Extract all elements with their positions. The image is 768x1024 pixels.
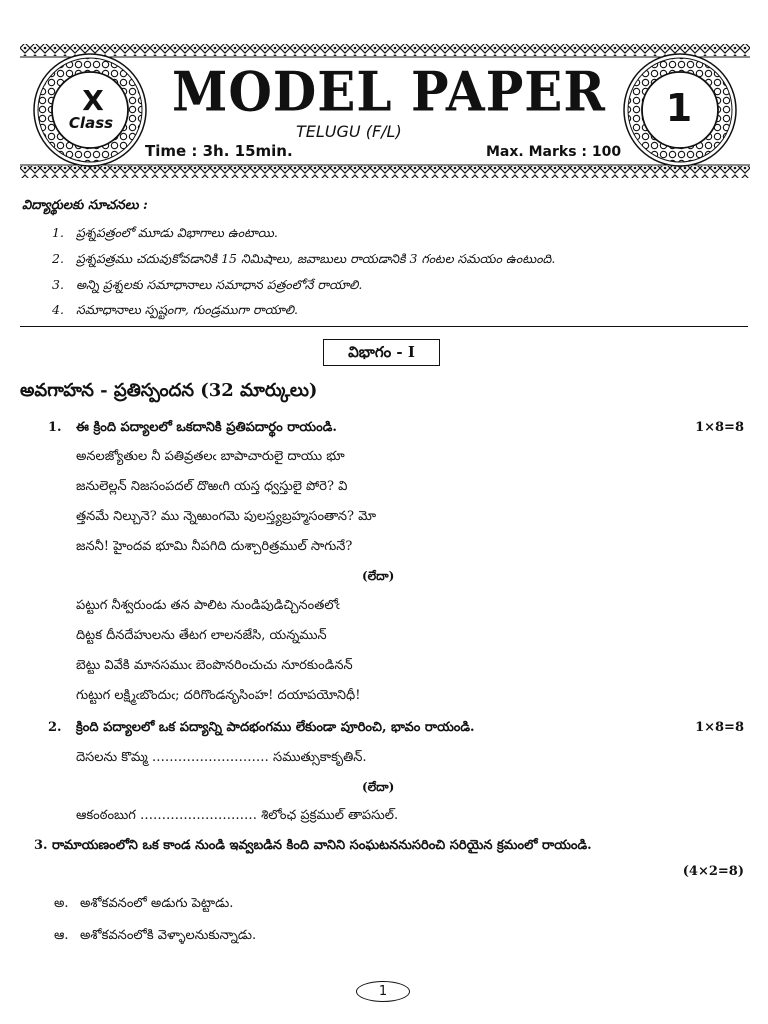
or-label: (లేదా) xyxy=(362,780,395,794)
instruction-text: సమాధానాలు స్పష్టంగా, గుండ్రముగా రాయాలి. xyxy=(76,302,298,317)
fill-line: ఆకంఠంబుగ ……………………… శిలోంఛ ప్రక్రముల్ తాపసుల్. xyxy=(76,808,399,823)
instruction-text: అన్ని ప్రశ్నలకు సమాధానాలు సమాధాన పత్రంలోనే రాయాలి. xyxy=(76,277,363,292)
poem-line: అనలజ్యోతుల నీ పతివ్రతలఁ బాపాచారులై దాయు భూ xyxy=(76,449,345,464)
class-label: Class xyxy=(68,114,114,132)
section-label: విభాగం - I xyxy=(323,339,440,366)
poem-line: గుట్టుగ లక్ష్మిఁబొందుఁ; దరిగొండనృసింహ! దయాపయోనిధీ! xyxy=(76,688,361,703)
instructions-heading: విద్యార్థులకు సూచనలు : xyxy=(22,198,148,213)
item-text: అశోకవనంలో అడుగు పెట్టాడు. xyxy=(80,896,234,911)
question-marks: 1×8=8 xyxy=(695,720,744,735)
instruction-number: 1. xyxy=(52,225,64,240)
item-label: ఆ. xyxy=(54,928,69,943)
question-marks: 1×8=8 xyxy=(695,420,744,435)
fill-line: దెసలను కొమ్మ ……………………… సముత్సుకాకృతిన్. xyxy=(76,750,367,765)
instruction-item xyxy=(52,225,278,244)
class-number: X xyxy=(82,84,104,117)
question-number: 3. xyxy=(34,838,48,853)
instruction-number: 3. xyxy=(52,277,64,292)
page-number: 1 xyxy=(356,981,410,1002)
part-heading: అవగాహన - ప్రతిస్పందన (32 మార్కులు) xyxy=(20,380,318,401)
question-text: ఈ క్రింది పద్యాలలో ఒకదానికి ప్రతిపదార్థం రాయండి. xyxy=(76,420,337,435)
poem-line: త్తనమే నిల్చునె? ము న్నెఱుంగమె పులస్త్యబ్రహ్మసంతాన? మో xyxy=(76,509,377,524)
page-title: MODEL PAPER xyxy=(172,59,606,124)
divider xyxy=(20,326,748,327)
instruction-number: 4. xyxy=(52,302,64,317)
item-label: అ. xyxy=(54,896,69,911)
poem-line: దిట్టక దీనదేహులను తేటగ లాలనజేసి, యన్నమున్ xyxy=(76,628,327,643)
poem-line: బెట్టు వివేకి మానసముఁ బెంపొనరించుచు నూరకుండినన్ xyxy=(76,658,353,673)
instruction-text: ప్రశ్నపత్రము చదువుకోవడానికి 15 నిమిషాలు, జవాబులు రాయడానికి 3 గంటల సమయం ఉంటుంది. xyxy=(76,251,556,266)
poem-line: పట్టుగ నీశ్వరుండు తన పాలిట నుండిపుడిచ్చినంతలోఁ xyxy=(76,598,340,613)
poem-line: జనులెల్లన్ నిజసంపదల్ దొఱఁగి యస్త ధ్వస్తులై పోరె? వి xyxy=(76,479,348,494)
question-text: క్రింది పద్యాలలో ఒక పద్యాన్ని పాదభంగము లేకుండా పూరించి, భావం రాయండి. xyxy=(76,720,475,735)
list-item xyxy=(54,896,233,914)
instruction-item xyxy=(52,302,298,321)
question-number: 2. xyxy=(48,720,62,735)
question-marks: (4×2=8) xyxy=(682,864,744,879)
instruction-item xyxy=(52,277,362,296)
poem-line: జననీ! హైందవ భూమి నీపగిది దుశ్చారిత్రముల్ సాగునే? xyxy=(76,539,353,554)
max-marks: Max. Marks : 100 xyxy=(486,144,622,160)
instruction-item xyxy=(52,251,555,270)
paper-number: 1 xyxy=(665,86,693,130)
or-label: (లేదా) xyxy=(362,569,395,583)
instruction-number: 2. xyxy=(52,251,64,266)
question-text: రామాయణంలోని ఒక కాండ నుండి ఇవ్వబడిన కింది వానిని సంఘటననుసరించి సరియైన క్రమంలో రాయండి. xyxy=(52,838,592,853)
instruction-text: ప్రశ్నపత్రంలో మూడు విభాగాలు ఉంటాయి. xyxy=(76,225,278,240)
question-number: 1. xyxy=(48,420,62,435)
list-item xyxy=(54,928,256,946)
exam-time: Time : 3h. 15min. xyxy=(145,142,293,160)
subject-label: TELUGU (F/L) xyxy=(296,122,402,141)
item-text: అశోకవనంలోకి వెళ్ళాలనుకున్నాడు. xyxy=(80,928,257,943)
